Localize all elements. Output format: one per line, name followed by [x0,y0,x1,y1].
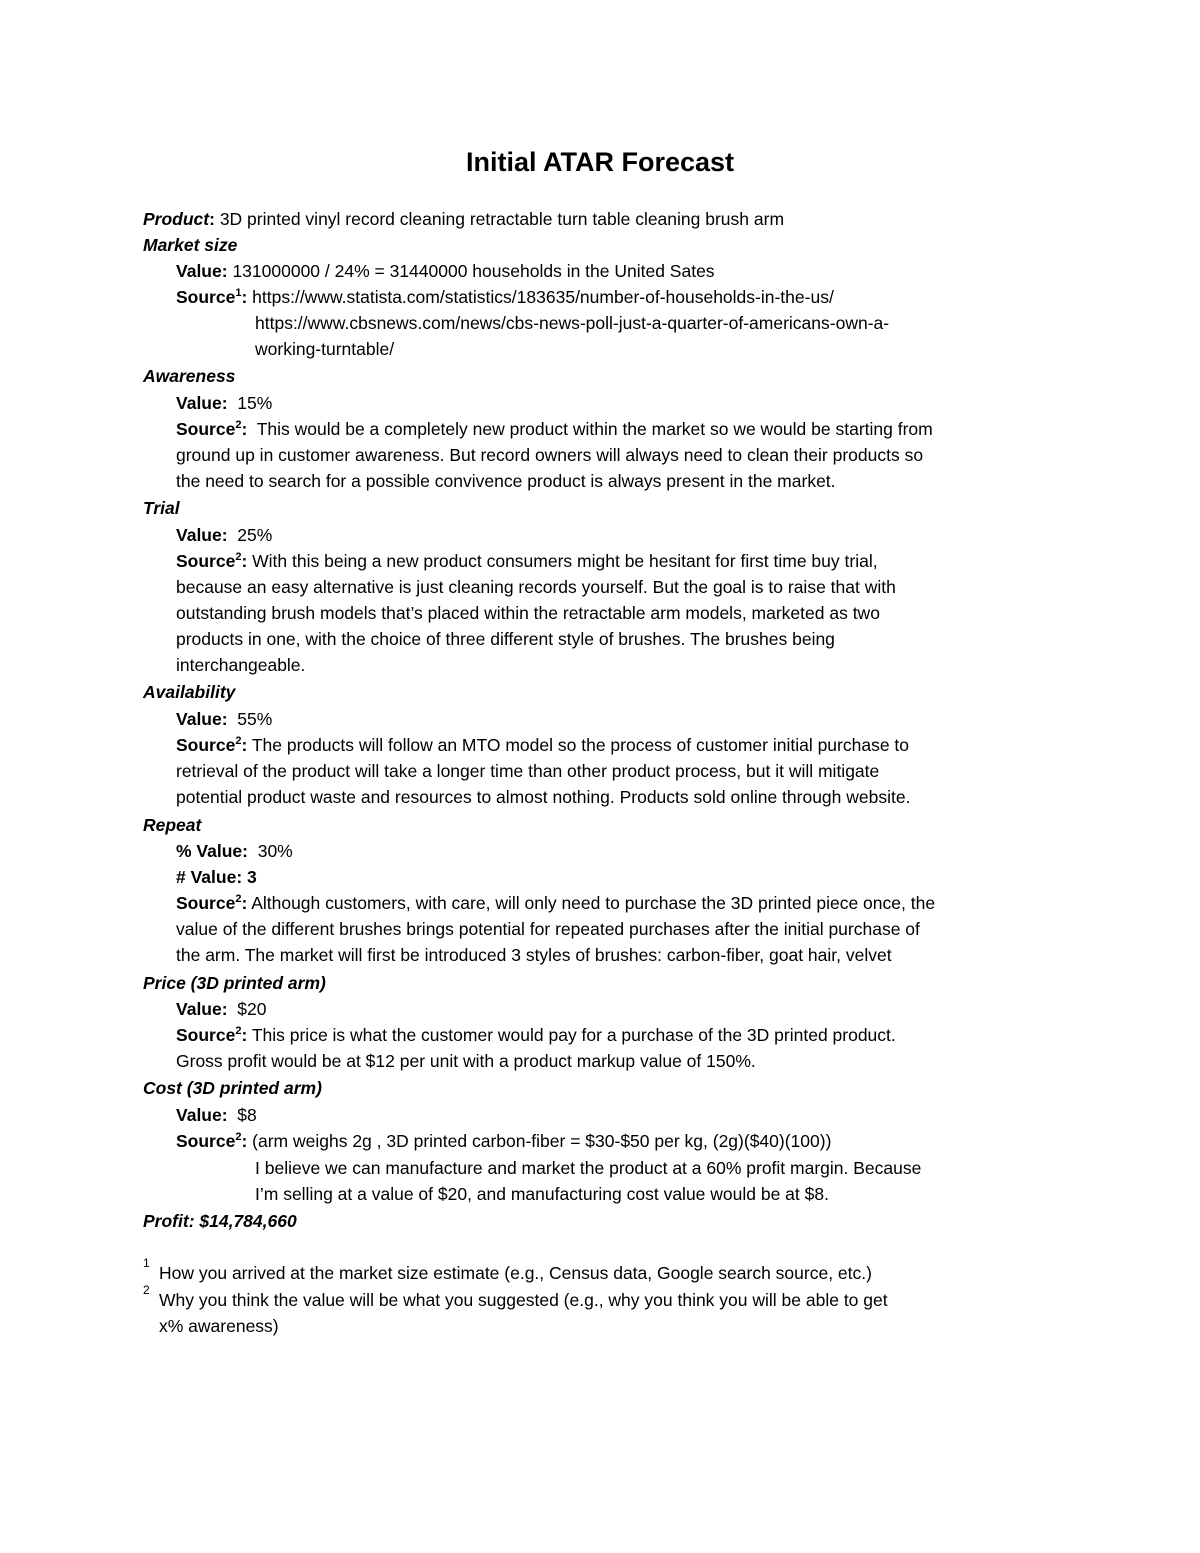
cost-value: Value: $8 [176,1105,257,1125]
market-size-value: Value: 131000000 / 24% = 31440000 households in the United Sates [176,261,715,281]
product-line: Product: 3D printed vinyl record cleaning retractable turn table cleaning brush arm [143,209,785,229]
repeat-num-value: # Value: 3 [176,867,257,887]
trial-source-line: products in one, with the choice of three different style of brushes. The brushes being [176,629,835,649]
price-source: Source$^2$: This price is what the customer would pay for a purchase of the 3D printed product. [176,1025,896,1045]
cost-source: Source$^2$: (arm weighs 2g , 3D printed carbon-fiber = $30-$50 per kg, (2g)($40)(100)) [176,1131,832,1151]
page-title: Initial ATAR Forecast [465,147,735,177]
availability-source: Source$^2$: The products will follow an MTO model so the process of customer initial purchase to [176,735,910,755]
cost-source-line: I’m selling at a value of $20, and manufacturing cost value would be at $8. [255,1184,829,1204]
repeat-source-line: value of the different brushes brings potential for repeated purchases after the initial purchase of [176,919,920,939]
availability-heading: Availability [143,682,236,702]
product-label: Product [143,209,210,229]
trial-source-line: because an easy alternative is just cleaning records yourself. But the goal is to raise that with [176,577,896,597]
repeat-heading: Repeat [143,815,202,835]
footnote-number: 1 [143,1256,150,1270]
price-source-line: Gross profit would be at $12 per unit with a product markup value of 150%. [176,1051,756,1071]
market-size-heading: Market size [143,235,238,255]
availability-source-line: retrieval of the product will take a longer time than other product process, but it will mitigate [176,761,880,781]
footnote-number: 2 [143,1283,150,1297]
market-size-source: Source$^1$: https://www.statista.com/statistics/183635/number-of-households-in-the-us/ [176,287,834,307]
awareness-source-line: the need to search for a possible convivence product is always present in the market. [176,471,836,491]
profit-line: Profit: $14,784,660 [143,1211,297,1231]
trial-source-line: interchangeable. [176,655,306,675]
footnote-text: x% awareness) [159,1316,279,1336]
trial-source-line: outstanding brush models that’s placed within the retractable arm models, marketed as two [176,603,880,623]
trial-source: Source$^2$: With this being a new product consumers might be hesitant for first time buy trial, [176,551,878,571]
footnote-text: Why you think the value will be what you suggested (e.g., why you think you will be able to get [159,1290,888,1310]
awareness-value: Value: 15% [176,393,273,413]
price-value: Value: $20 [176,999,267,1019]
availability-source-line: potential product waste and resources to almost nothing. Products sold online through website. [176,787,911,807]
repeat-pct-value: % Value: 30% [176,841,293,861]
awareness-heading: Awareness [143,366,236,386]
awareness-source-line: ground up in customer awareness. But record owners will always need to clean their products so [176,445,924,465]
trial-heading: Trial [143,498,180,518]
cost-heading: Cost (3D printed arm) [143,1078,322,1098]
footnote-text: How you arrived at the market size estimate (e.g., Census data, Google search source, etc.) [159,1263,872,1283]
availability-value: Value: 55% [176,709,273,729]
market-size-source-line: https://www.cbsnews.com/news/cbs-news-poll-just-a-quarter-of-americans-own-a- [255,313,890,333]
trial-value: Value: 25% [176,525,273,545]
repeat-source-line: the arm. The market will first be introduced 3 styles of brushes: carbon-fiber, goat hair, velvet [176,945,892,965]
product-text: 3D printed vinyl record cleaning retractable turn table cleaning brush arm [219,209,785,229]
market-size-source-line: working-turntable/ [255,339,395,359]
price-heading: Price (3D printed arm) [143,973,326,993]
cost-source-line: I believe we can manufacture and market the product at a 60% profit margin. Because [255,1158,922,1178]
awareness-source: Source$^2$: This would be a completely new product within the market so we would be starting from [176,419,933,439]
repeat-source: Source$^2$: Although customers, with care, will only need to purchase the 3D printed piece once, the [176,893,936,913]
